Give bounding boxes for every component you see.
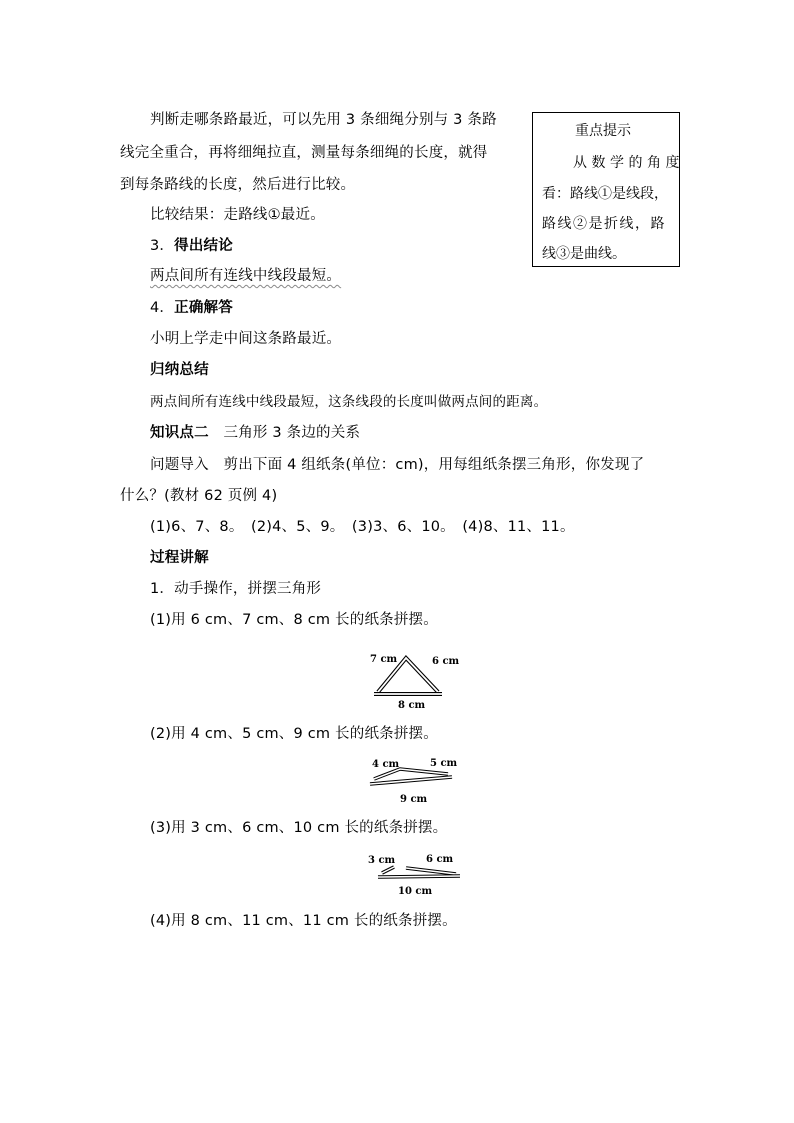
comparison-result: 比较结果：走路线①最近。 [150, 207, 325, 223]
step4-title: 正确解答 [174, 300, 233, 316]
paragraph-line: 线完全重合，再将细绳拉直，测量每条细绳的长度，就得 [120, 145, 488, 161]
step3-heading [150, 236, 233, 256]
label-9cm: 9 cm [400, 794, 428, 805]
problem-line [150, 455, 644, 475]
process-heading: 过程讲解 [150, 550, 209, 566]
label-3cm: 3 cm [368, 855, 396, 866]
label-10cm: 10 cm [398, 886, 433, 897]
knowledge-point-label: 知识点二 [150, 425, 209, 441]
conclusion-text: 两点间所有连线中线段最短。 [150, 268, 342, 284]
tip-box [532, 112, 684, 267]
problem-text: 剪出下面 4 组纸条(单位：cm)，用每组纸条摆三角形，你发现了 [223, 457, 645, 473]
step3-number: 3． [150, 238, 175, 254]
tip-line: 从数学的角度 [573, 155, 684, 171]
groups-list: (1)6、7、8。 (2)4、5、9。 (3)3、6、10。 (4)8、11、11。 [150, 519, 575, 535]
summary-heading: 归纳总结 [150, 362, 209, 378]
summary-text: 两点间所有连线中线段最短，这条线段的长度叫做两点间的距离。 [150, 394, 548, 410]
tip-title: 重点提示 [575, 123, 631, 139]
label-7cm: 7 cm [370, 654, 398, 665]
knowledge-point-title: 三角形 3 条边的关系 [223, 425, 361, 441]
answer: 小明上学走中间这条路最近。 [150, 331, 342, 347]
label-6cm: 6 cm [426, 854, 454, 865]
triangle-diagram-2 [360, 754, 470, 806]
tip-line: 路线②是折线，路 [542, 216, 666, 232]
label-8cm: 8 cm [398, 700, 426, 711]
case1-text: (1)用 6 cm、7 cm、8 cm 长的纸条拼摆。 [150, 612, 438, 628]
tip-line: 看：路线①是线段， [542, 186, 668, 202]
knowledge-point-heading [150, 423, 360, 443]
triangle-diagram-1 [360, 645, 470, 713]
label-6cm: 6 cm [432, 656, 460, 667]
problem-label: 问题导入 [150, 457, 209, 473]
paragraph-line: 判断走哪条路最近，可以先用 3 条细绳分别与 3 条路 [150, 112, 497, 128]
conclusion [150, 266, 341, 286]
case4-text: (4)用 8 cm、11 cm、11 cm 长的纸条拼摆。 [150, 913, 457, 929]
label-5cm: 5 cm [430, 758, 458, 769]
triangle-diagram-3 [360, 849, 470, 897]
tip-line: 线③是曲线。 [542, 246, 626, 262]
paragraph-line: 到每条路线的长度，然后进行比较。 [120, 177, 356, 193]
problem-line: 什么？(教材 62 页例 4) [120, 488, 278, 504]
step1-heading: 1．动手操作，拼摆三角形 [150, 581, 322, 597]
case2-text: (2)用 4 cm、5 cm、9 cm 长的纸条拼摆。 [150, 726, 438, 742]
step3-title: 得出结论 [174, 238, 233, 254]
step4-number: 4． [150, 300, 175, 316]
label-4cm: 4 cm [372, 759, 400, 770]
step4-heading [150, 298, 233, 318]
case3-text: (3)用 3 cm、6 cm、10 cm 长的纸条拼摆。 [150, 820, 448, 836]
